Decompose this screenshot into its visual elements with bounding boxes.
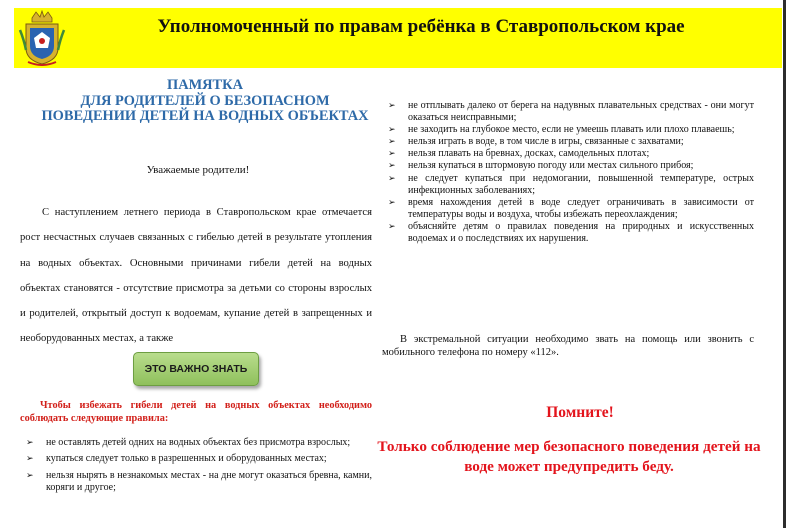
rule-text: нельзя нырять в незнакомых местах - на дне могут оказаться бревна, камни, коряги и другое; [46,469,372,493]
list-item [382,173,754,197]
arrow-bullet-icon: ➢ [388,173,396,184]
intro-paragraph: С наступлением летнего периода в Ставропольском крае отмечается рост несчастных случаев связанных с гибелью детей в результате утопления на водных объектах. Основными причинами гибели детей на водных объектах становятся - отсутствие присмотра за детьми со стороны взрослых и родителей, открытый доступ к водоемам, купание детей в запрещенных и необорудованных местах, а также [20,207,372,345]
arrow-bullet-icon: ➢ [388,221,396,232]
rule-text: купаться следует только в разрешенных и оборудованных местах; [46,453,327,465]
right-rules-list [382,100,754,245]
emergency-paragraph: В экстремальной ситуации необходимо звать на помощь или звонить с мобильного телефона по номеру «112». [382,334,754,358]
left-rules-list [20,437,372,498]
memo-title [20,78,390,125]
rules-intro: Чтобы избежать гибели детей на водных объектах необходимо соблюдать следующие правила: [20,400,372,424]
arrow-bullet-icon: ➢ [388,137,396,148]
arrow-bullet-icon: ➢ [26,454,34,465]
list-item [20,437,372,449]
arrow-bullet-icon: ➢ [388,101,396,111]
arrow-bullet-icon: ➢ [388,161,396,172]
list-item [382,197,754,221]
list-item [382,100,754,124]
stavropol-coat-of-arms-icon [18,10,66,66]
memo-title-line: ДЛЯ РОДИТЕЛЕЙ О БЕЗОПАСНОМ [80,92,330,109]
arrow-bullet-icon: ➢ [26,438,34,448]
list-item [382,136,754,148]
rule-text: нельзя купаться в штормовую погоду или местах сильного прибоя; [408,160,694,172]
important-to-know-button[interactable]: ЭТО ВАЖНО ЗНАТЬ [133,352,259,386]
greeting: Уважаемые родители! [146,164,250,176]
list-item [382,148,754,160]
rule-text: время нахождения детей в воде следует ограничивать в зависимости от температуры воды и воздуха, чтобы избежать переохлаждения; [408,196,754,220]
list-item [20,470,372,495]
closing-statement: Только соблюдение мер безопасного поведения детей на воде может предупредить беду. [377,438,761,475]
arrow-bullet-icon: ➢ [26,470,34,481]
memo-title-line: ПАМЯТКА [167,77,243,93]
rule-text: не оставлять детей одних на водных объектах без присмотра взрослых; [46,437,351,448]
memo-title-line: ПОВЕДЕНИИ ДЕТЕЙ НА ВОДНЫХ ОБЪЕКТАХ [41,108,369,124]
list-item [382,124,754,136]
rule-text: нельзя играть в воде, в том числе в игры, связанные с захватами; [408,136,684,148]
list-item [382,160,754,172]
list-item [382,221,754,245]
arrow-bullet-icon: ➢ [388,197,396,208]
remember-heading: Помните! [546,404,614,421]
list-item [20,453,372,465]
rule-text: не отплывать далеко от берега на надувных плавательных средствах - они могут оказаться неисправными; [408,100,754,124]
arrow-bullet-icon: ➢ [388,125,396,136]
arrow-bullet-icon: ➢ [388,149,396,160]
rule-text: не следует купаться при недомогании, повышенной температуре, острых инфекционных заболеваниях; [408,172,754,196]
rule-text: нельзя плавать на бревнах, досках, самодельных плотах; [408,148,650,160]
header-banner [14,8,782,68]
rule-text: не заходить на глубокое место, если не умеешь плавать или плохо плаваешь; [408,124,735,136]
rule-text: объясняйте детям о правилах поведения на природных и искусственных водоемах и о последствиях их нарушения. [408,220,754,245]
page-title: Уполномоченный по правам ребёнка в Ставропольском крае [157,16,685,37]
